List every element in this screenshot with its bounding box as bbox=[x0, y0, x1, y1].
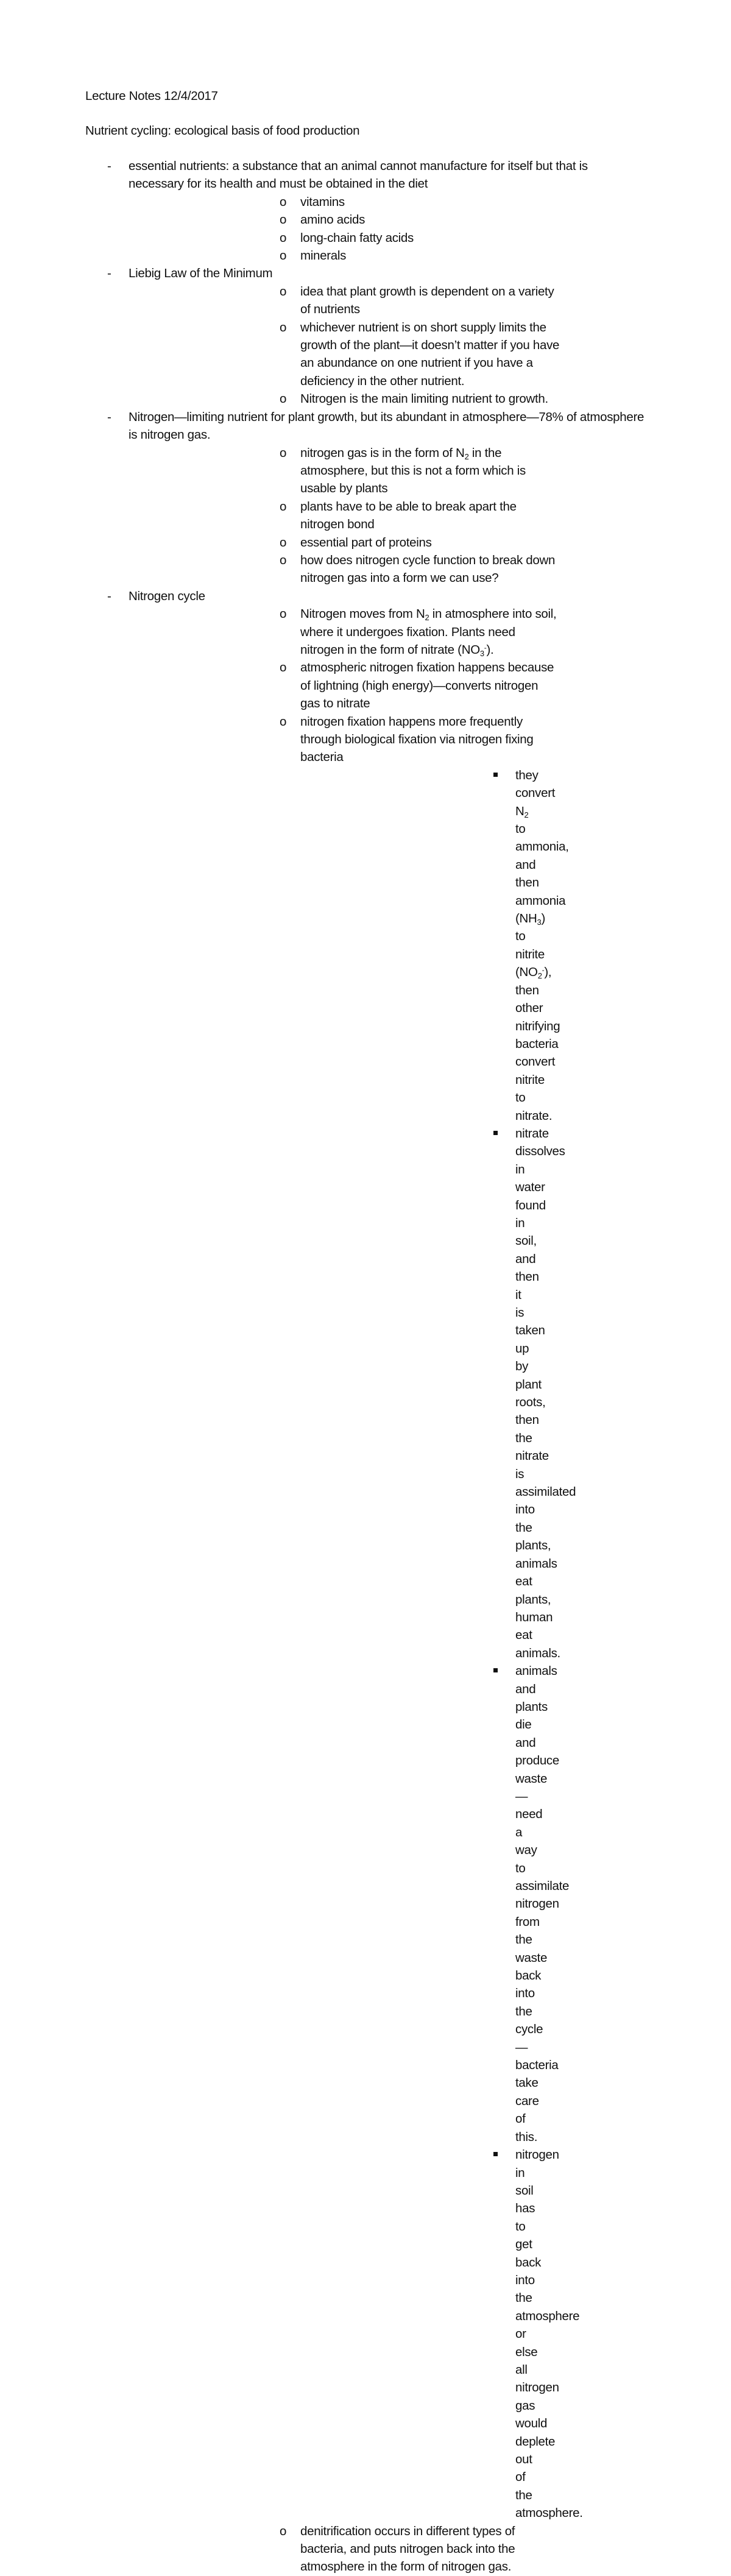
list-item: nitrate dissolves in water found in soil, and then it is taken up by plant roots, then the nitrate is assimilated into the plants, animals eat plants, human eat animals. bbox=[300, 1125, 601, 1662]
circle-bullet: o bbox=[280, 714, 287, 729]
dash-bullet: - bbox=[107, 409, 111, 424]
square-bullet bbox=[493, 2152, 498, 2156]
list-item: o atmospheric nitrogen fixation happens because of lightning (high energy)—converts nitrogen gas to nitrate bbox=[129, 659, 646, 712]
circle-bullet: o bbox=[280, 230, 287, 245]
circle-bullet: o bbox=[280, 445, 287, 460]
square-bullet bbox=[493, 773, 498, 777]
list-item: they convert $N_2$ to ammonia, and then ammonia $(NH_3)$ to nitrite $(NO_2^-)$, then other nitrifying bacteria convert nitrite to nitrate. bbox=[300, 766, 601, 1125]
list-item-nitrogen-cycle bbox=[0, 587, 731, 2576]
list-item: o denitrification occurs in different types of bacteria, and puts nitrogen back into the atmosphere in the form of nitrogen gas. bbox=[129, 2522, 646, 2576]
page-title: Lecture Notes 12/4/2017 bbox=[85, 89, 218, 103]
circle-bullet: o bbox=[280, 535, 287, 550]
dash-bullet: - bbox=[107, 589, 111, 603]
circle-bullet: o bbox=[280, 213, 287, 227]
circle-bullet: o bbox=[280, 2524, 287, 2538]
dash-bullet: - bbox=[107, 266, 111, 281]
circle-bullet: o bbox=[280, 284, 287, 299]
sublist-biological-fixation bbox=[300, 766, 583, 2522]
list-item-text: essential nutrients: a substance that an animal cannot manufacture for itself but that is necessary for its health and must be obtained in the diet bbox=[129, 159, 588, 191]
list-item: nitrogen in soil has to get back into the atmosphere or else all nitrogen gas would deplete out of the atmosphere. bbox=[300, 2146, 601, 2522]
list-item: o plants have to be able to break apart the nitrogen bond bbox=[129, 498, 646, 534]
list-item-essential-nutrients bbox=[0, 157, 731, 264]
square-bullet bbox=[493, 1131, 498, 1135]
circle-bullet: o bbox=[280, 660, 287, 675]
section-heading: Nutrient cycling: ecological basis of food production bbox=[85, 124, 360, 138]
list-item-liebig-law bbox=[0, 264, 731, 408]
circle-bullet: o bbox=[280, 499, 287, 514]
list-item-text: Nitrogen cycle bbox=[129, 589, 205, 603]
list-item: o idea that plant growth is dependent on a variety of nutrients bbox=[129, 283, 646, 319]
list-item: o how does nitrogen cycle function to break down nitrogen gas into a form we can use? bbox=[129, 551, 646, 587]
list-item-minerals: o minerals bbox=[129, 247, 646, 264]
list-item-amino-acids: o amino acids bbox=[129, 211, 646, 228]
circle-bullet: o bbox=[280, 553, 287, 567]
list-item: o Nitrogen is the main limiting nutrient to growth. bbox=[129, 390, 646, 408]
circle-bullet: o bbox=[280, 194, 287, 209]
sublist-liebig-law bbox=[129, 283, 646, 408]
list-item: o Nitrogen moves from $N_2$ in atmosphere into soil, where it undergoes fixation. Plants need nitrogen in the form of nitrate $(NO_3^-)$. bbox=[129, 605, 646, 659]
sublist-nitrogen-cycle bbox=[129, 605, 646, 2576]
square-bullet bbox=[493, 1668, 498, 1672]
circle-bullet: o bbox=[280, 392, 287, 406]
notes-outline bbox=[0, 157, 731, 2576]
list-item-text: Nitrogen—limiting nutrient for plant growth, but its abundant in atmosphere—78% of atmosphere is nitrogen gas. bbox=[129, 409, 644, 442]
list-item-biological-fixation: o nitrogen fixation happens more frequently through biological fixation via nitrogen fixing bacteria they convert $N_2$ to ammonia, and then ammonia $(NH_3)$ to nitrite $(NO_2^-)$, then other nitrifying bacteria convert nitrite to nitrate. nitrate dissolves in water found in soil, and then it is taken up by plant roots, then the nitrate is assimilated into the plants, animals eat plants, human eat animals. animals and plants die and produce waste—need a way to assimilate nitrogen from the waste back into the cycle—bacteria take care of this. nitrogen in soil has to get back into the atmosphere or else all nitrogen gas would deplete out of the atmosphere. bbox=[129, 713, 646, 2522]
list-item: o nitrogen gas is in the form of $N_2$ in the atmosphere, but this is not a form which is usable by plants bbox=[129, 444, 646, 498]
list-item-text: Liebig Law of the Minimum bbox=[129, 266, 273, 281]
list-item-fatty-acids: o long-chain fatty acids bbox=[129, 229, 646, 247]
circle-bullet: o bbox=[280, 607, 287, 621]
list-item-nitrogen bbox=[0, 408, 731, 587]
list-item-vitamins: o vitamins bbox=[129, 193, 646, 211]
sublist-nitrogen bbox=[129, 444, 646, 587]
list-item: o whichever nutrient is on short supply limits the growth of the plant—it doesn’t matter if you have an abundance on one nutrient if you have a deficiency in the other nutrient. bbox=[129, 319, 646, 391]
list-item: animals and plants die and produce waste—need a way to assimilate nitrogen from the waste back into the cycle—bacteria take care of this. bbox=[300, 1662, 601, 2146]
circle-bullet: o bbox=[280, 320, 287, 334]
circle-bullet: o bbox=[280, 249, 287, 263]
sublist-essential-nutrients bbox=[129, 193, 646, 265]
list-item: o essential part of proteins bbox=[129, 534, 646, 551]
dash-bullet: - bbox=[107, 159, 111, 173]
